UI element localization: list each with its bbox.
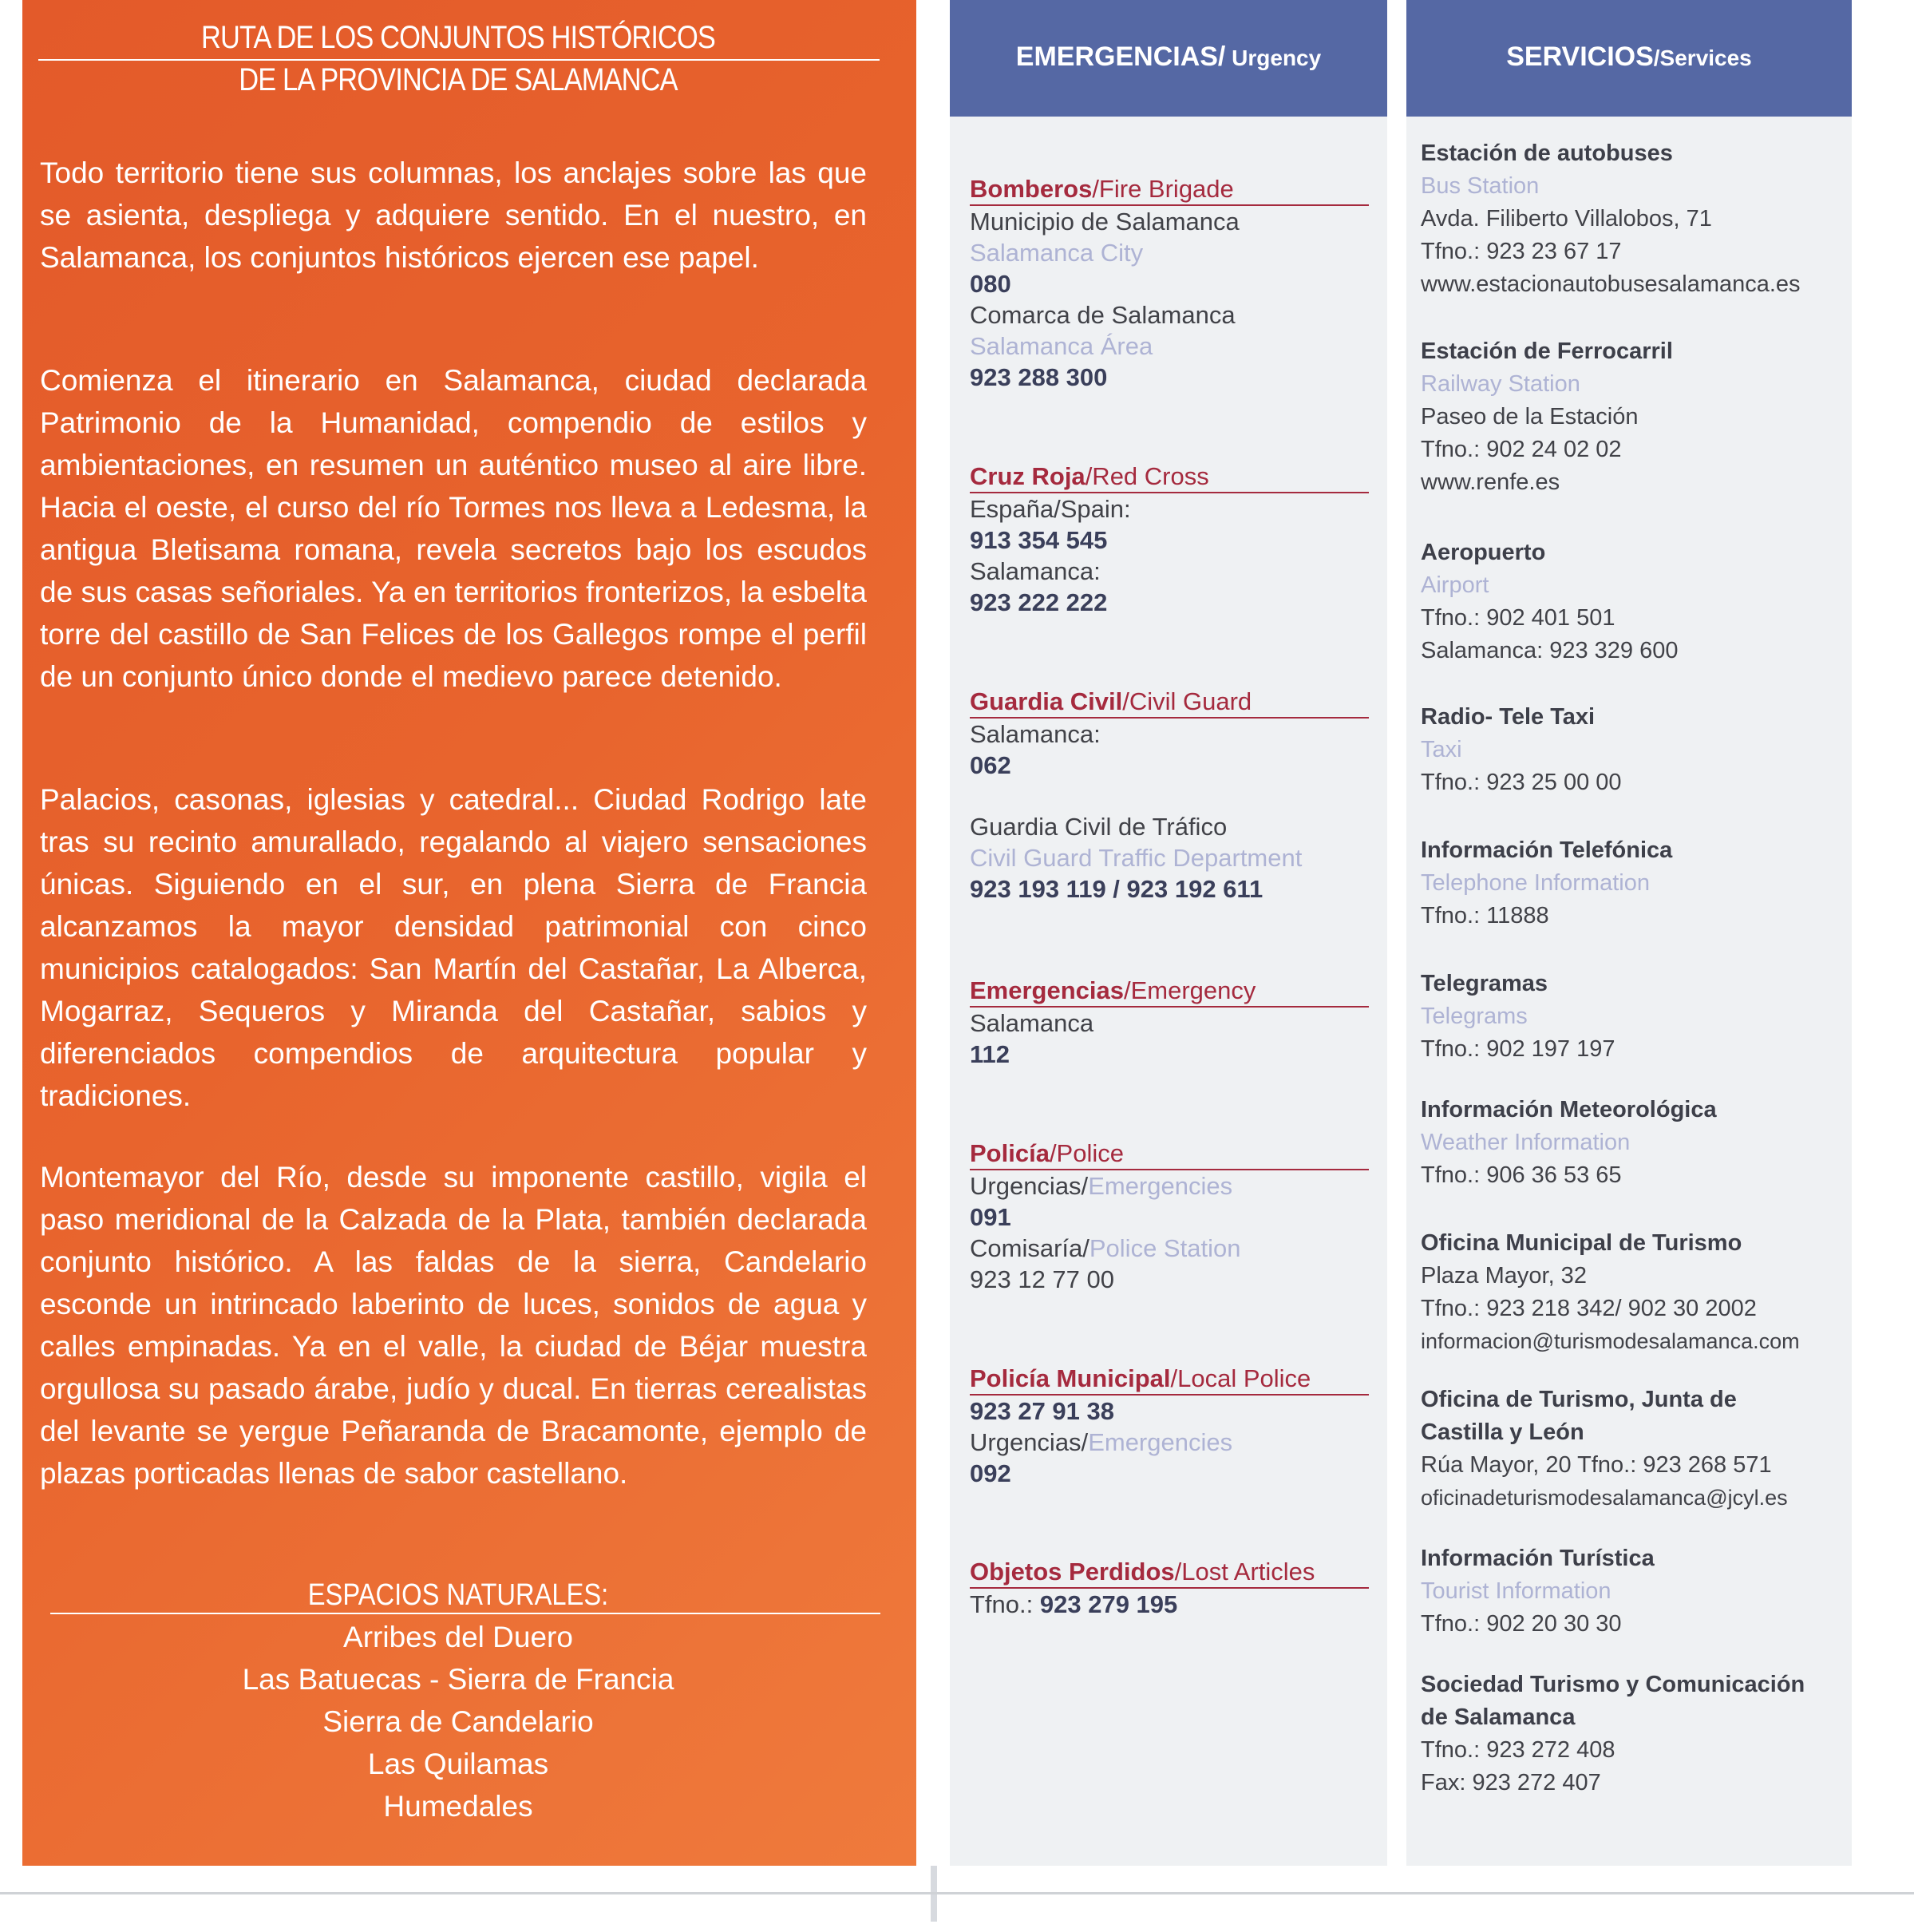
phone-number: 913 354 545 bbox=[970, 526, 1108, 554]
service-tourist-info bbox=[1421, 1542, 1844, 1641]
entry-heading: Guardia Civil/Civil Guard bbox=[970, 687, 1369, 719]
service-heading: Información Turística bbox=[1421, 1546, 1655, 1571]
natural-space-item: Las Quilamas bbox=[367, 1748, 549, 1780]
entry-line: Comarca de Salamanca bbox=[970, 301, 1236, 329]
service-heading: Radio- Tele Taxi bbox=[1421, 704, 1596, 730]
service-bus-station bbox=[1421, 137, 1844, 301]
service-heading: Telegramas bbox=[1421, 971, 1548, 996]
service-railway bbox=[1421, 335, 1844, 499]
service-heading: Sociedad Turismo y Comunicación bbox=[1421, 1672, 1805, 1697]
service-phone: Tfno.: 923 218 342/ 902 30 2002 bbox=[1421, 1296, 1757, 1321]
service-airport bbox=[1421, 536, 1844, 667]
service-english: Telephone Information bbox=[1421, 870, 1650, 896]
entry-cruz-roja bbox=[970, 461, 1369, 618]
service-heading: Castilla y León bbox=[1421, 1419, 1584, 1445]
entry-line: Municipio de Salamanca bbox=[970, 208, 1240, 236]
history-panel bbox=[22, 0, 916, 1866]
service-telephone-info bbox=[1421, 834, 1844, 932]
entry-line-english: Civil Guard Traffic Department bbox=[970, 844, 1303, 872]
service-taxi bbox=[1421, 701, 1844, 799]
entry-line-english: Salamanca Área bbox=[970, 332, 1153, 360]
service-line: Paseo de la Estación bbox=[1421, 404, 1639, 430]
paragraph-4: Montemayor del Río, desde su imponente castillo, vigila el paso meridional de la Calzada de la Plata, también declarada conjunto histórico. A las faldas de la sierra, Candelario esconde un intrincado laberinto de luces, sonidos de agua y calles empinadas. Ya en el valle, la ciudad de Béjar muestra orgullosa su pasado árabe, judío y ducal. En tierras cerealistas del levante se yergue Peñaranda de Bracamonte, ejemplo de plazas porticadas llenas de sabor castellano. bbox=[40, 1161, 867, 1490]
entry-emergencias bbox=[970, 976, 1369, 1070]
emergency-column bbox=[950, 0, 1387, 1866]
service-fax: Fax: 923 272 407 bbox=[1421, 1770, 1601, 1795]
service-email: oficinadeturismodesalamanca@jcyl.es bbox=[1421, 1486, 1788, 1510]
service-phone: Tfno.: 923 25 00 00 bbox=[1421, 770, 1622, 795]
service-english: Bus Station bbox=[1421, 173, 1540, 199]
entry-objetos-perdidos bbox=[970, 1557, 1369, 1620]
service-phone: Rúa Mayor, 20 Tfno.: 923 268 571 bbox=[1421, 1452, 1772, 1478]
service-english: Railway Station bbox=[1421, 371, 1580, 397]
emergency-header-subtitle: Urgency bbox=[1225, 46, 1322, 70]
service-english: Taxi bbox=[1421, 737, 1462, 762]
entry-line: Urgencias/Emergencies bbox=[970, 1172, 1233, 1200]
phone-number: 062 bbox=[970, 751, 1011, 779]
entry-policia-municipal bbox=[970, 1364, 1369, 1489]
natural-space-item: Sierra de Candelario bbox=[322, 1705, 594, 1738]
entry-line: Salamanca: bbox=[970, 557, 1101, 585]
panel-title-line1: RUTA DE LOS CONJUNTOS HISTÓRICOS bbox=[200, 20, 716, 55]
service-phone: Tfno.: 902 401 501 bbox=[1421, 605, 1615, 631]
services-header-title: SERVICIOS bbox=[1506, 42, 1654, 72]
entry-heading: Emergencias/Emergency bbox=[970, 976, 1369, 1008]
service-heading: Oficina de Turismo, Junta de bbox=[1421, 1387, 1737, 1412]
phone-number: 923 193 119 / 923 192 611 bbox=[970, 875, 1263, 903]
entry-bomberos bbox=[970, 174, 1369, 393]
phone-number: 112 bbox=[970, 1040, 1010, 1068]
service-english: Telegrams bbox=[1421, 1004, 1528, 1029]
phone-number: 080 bbox=[970, 270, 1011, 298]
entry-line: Salamanca: bbox=[970, 720, 1101, 748]
service-sociedad bbox=[1421, 1669, 1844, 1799]
service-email: informacion@turismodesalamanca.com bbox=[1421, 1329, 1800, 1353]
phone-number: 091 bbox=[970, 1203, 1011, 1231]
phone-number: 923 222 222 bbox=[970, 588, 1108, 616]
service-english: Weather Information bbox=[1421, 1130, 1631, 1155]
service-line: Plaza Mayor, 32 bbox=[1421, 1263, 1587, 1289]
service-heading: Oficina Municipal de Turismo bbox=[1421, 1230, 1742, 1256]
service-english: Airport bbox=[1421, 572, 1489, 598]
service-weather bbox=[1421, 1094, 1844, 1192]
service-english: Tourist Information bbox=[1421, 1578, 1611, 1604]
entry-heading: Cruz Roja/Red Cross bbox=[970, 461, 1369, 493]
entry-heading: Policía/Police bbox=[970, 1138, 1369, 1170]
service-phone: Salamanca: 923 329 600 bbox=[1421, 638, 1679, 663]
entry-heading: Policía Municipal/Local Police bbox=[970, 1364, 1369, 1396]
service-web: www.renfe.es bbox=[1421, 469, 1560, 495]
services-header bbox=[1406, 0, 1852, 117]
service-phone: Tfno.: 902 20 30 30 bbox=[1421, 1611, 1622, 1637]
phone-number: 923 288 300 bbox=[970, 363, 1108, 391]
title-divider bbox=[38, 59, 880, 61]
entry-guardia-civil bbox=[970, 687, 1369, 905]
service-web: www.estacionautobusesalamanca.es bbox=[1421, 271, 1801, 297]
panel-title-line2: DE LA PROVINCIA DE SALAMANCA bbox=[239, 62, 678, 97]
service-phone: Tfno.: 923 23 67 17 bbox=[1421, 239, 1622, 264]
paragraph-2: Comienza el itinerario en Salamanca, ciudad declarada Patrimonio de la Humanidad, compendio de estilos y ambientaciones, en resumen un auténtico museo al aire libre. Hacia el oeste, el curso del río Tormes nos lleva a Ledesma, la antigua Bletisama romana, revela secretos bajo los escudos de sus casas señoriales. Ya en territorios fronterizos, la esbelta torre del castillo de San Felices de los Gallegos rompe el perfil de un conjunto único donde el medievo parece detenido. bbox=[40, 364, 867, 693]
service-phone: Tfno.: 923 272 408 bbox=[1421, 1737, 1615, 1763]
service-municipal-tourism bbox=[1421, 1227, 1844, 1358]
natural-spaces-divider bbox=[50, 1613, 880, 1614]
service-heading: Estación de Ferrocarril bbox=[1421, 338, 1673, 364]
service-line: Avda. Filiberto Villalobos, 71 bbox=[1421, 206, 1712, 232]
entry-heading: Bomberos/Fire Brigade bbox=[970, 174, 1369, 206]
service-junta-tourism bbox=[1421, 1384, 1844, 1514]
service-phone: Tfno.: 906 36 53 65 bbox=[1421, 1162, 1622, 1188]
entry-line-english: Salamanca City bbox=[970, 239, 1144, 267]
service-heading: de Salamanca bbox=[1421, 1704, 1576, 1730]
entry-policia bbox=[970, 1138, 1369, 1295]
paragraph-3: Palacios, casonas, iglesias y catedral... Ciudad Rodrigo late tras su recinto amurallado, regalando al viajero sensaciones únicas. Siguiendo en el sur, en plena Sierra de Francia alcanzamos la mayor densidad patrimonial con cinco municipios catalogados: San Martín del Castañar, La Alberca, Mogarraz, Sequeros y Miranda del Castañar, sabios y diferenciados compendios de arquitectura popular y tradiciones. bbox=[40, 783, 867, 1112]
natural-space-item: Humedales bbox=[383, 1790, 533, 1823]
entry-heading: Objetos Perdidos/Lost Articles bbox=[970, 1557, 1369, 1589]
phone-number: 092 bbox=[970, 1459, 1011, 1487]
phone-number: 923 27 91 38 bbox=[970, 1397, 1115, 1425]
service-phone: Tfno.: 902 197 197 bbox=[1421, 1036, 1615, 1062]
natural-spaces-title: ESPACIOS NATURALES: bbox=[307, 1578, 609, 1612]
entry-line: Urgencias/Emergencies bbox=[970, 1428, 1233, 1456]
paragraph-1: Todo territorio tiene sus columnas, los anclajes sobre las que se asienta, despliega y adquiere sentido. En el nuestro, en Salamanca, los conjuntos históricos ejercen ese papel. bbox=[40, 156, 867, 274]
page-bottom-edge bbox=[0, 1892, 1914, 1894]
entry-line: Guardia Civil de Tráfico bbox=[970, 813, 1228, 841]
natural-spaces-list bbox=[35, 1616, 881, 1827]
service-heading: Estación de autobuses bbox=[1421, 141, 1673, 166]
entry-line: Salamanca bbox=[970, 1009, 1094, 1037]
service-phone: Tfno.: 11888 bbox=[1421, 903, 1549, 928]
emergency-header bbox=[950, 0, 1387, 117]
natural-space-item: Arribes del Duero bbox=[343, 1621, 573, 1653]
service-phone: Tfno.: 902 24 02 02 bbox=[1421, 437, 1622, 462]
services-header-subtitle: /Services bbox=[1653, 46, 1752, 70]
service-heading: Información Telefónica bbox=[1421, 837, 1673, 863]
entry-line: Tfno.: 923 279 195 bbox=[970, 1590, 1178, 1618]
natural-space-item: Las Batuecas - Sierra de Francia bbox=[242, 1663, 674, 1696]
service-heading: Aeropuerto bbox=[1421, 540, 1546, 565]
services-column bbox=[1406, 0, 1852, 1866]
service-telegrams bbox=[1421, 968, 1844, 1066]
emergency-header-title: EMERGENCIAS/ bbox=[1015, 42, 1226, 72]
phone-number: 923 12 77 00 bbox=[970, 1265, 1115, 1293]
entry-line: Comisaría/Police Station bbox=[970, 1234, 1241, 1262]
service-heading: Información Meteorológica bbox=[1421, 1097, 1717, 1122]
entry-line: España/Spain: bbox=[970, 495, 1131, 523]
